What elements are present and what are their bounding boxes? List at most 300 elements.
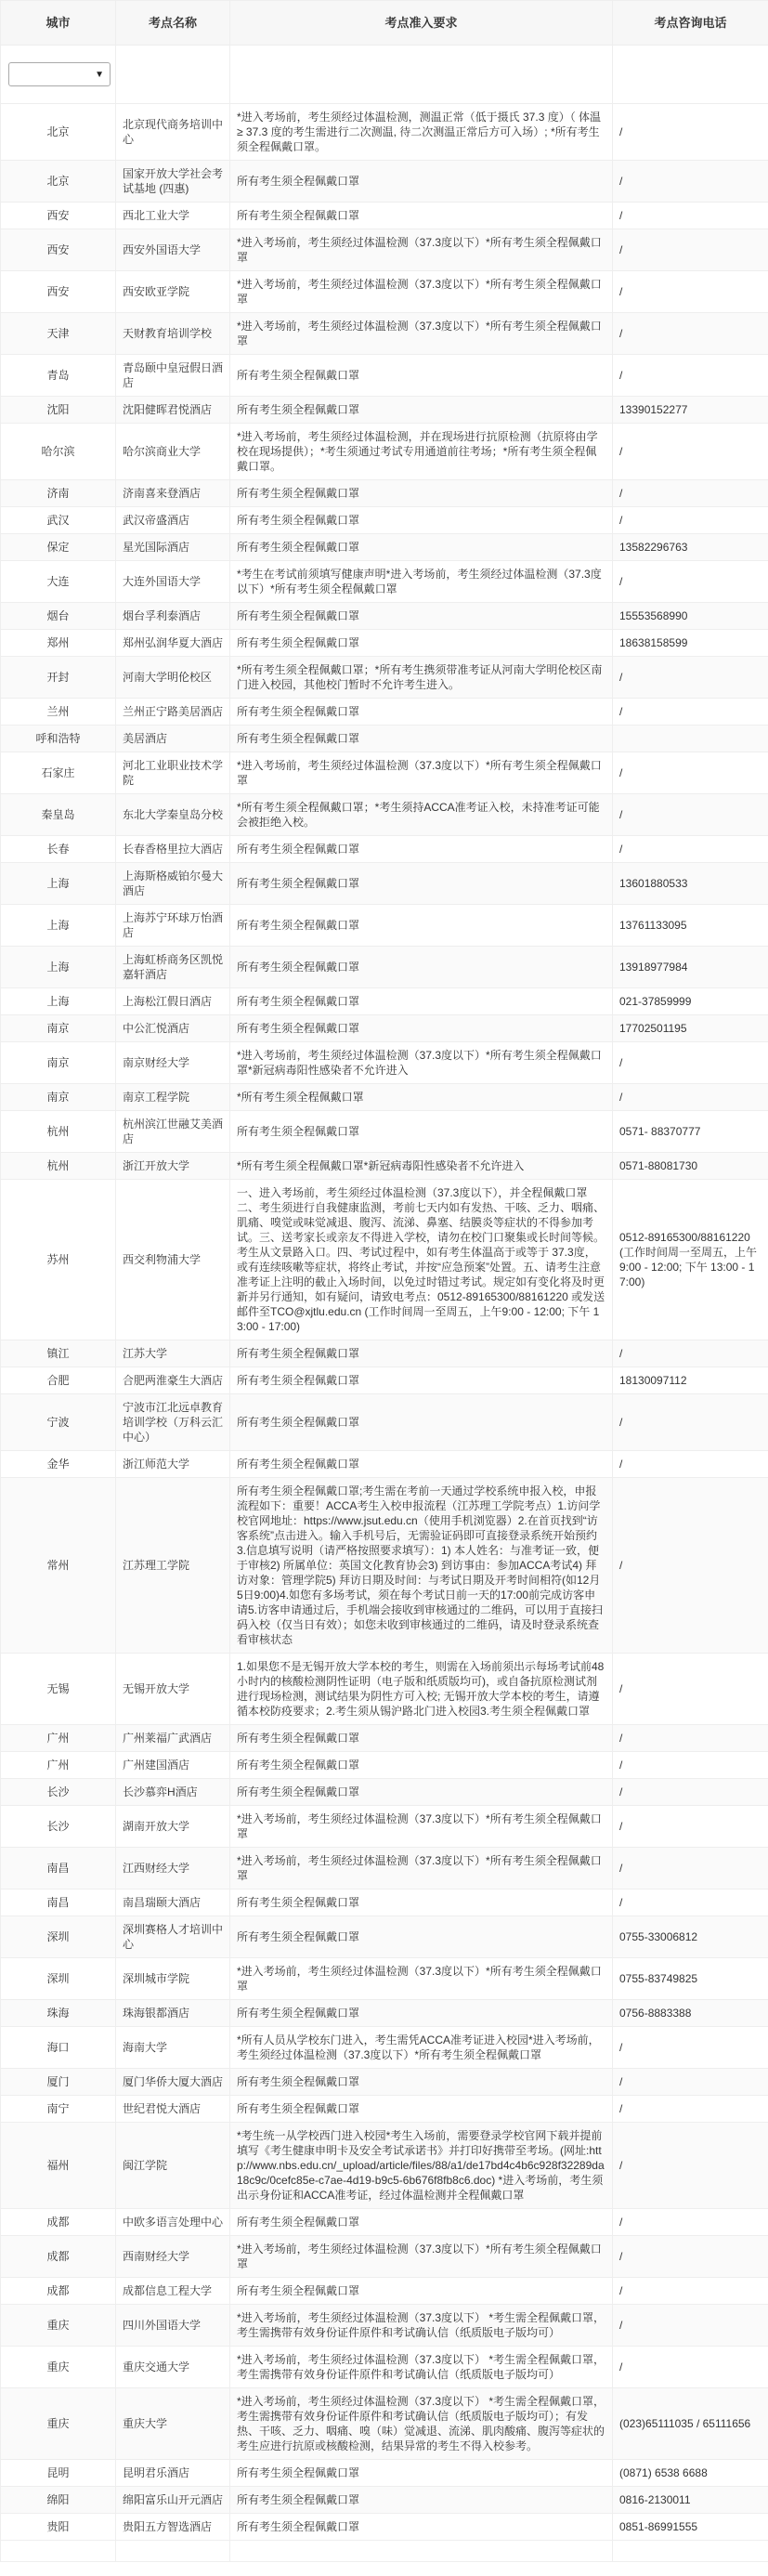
table-row <box>1 1180 768 1340</box>
table-row <box>1 355 768 397</box>
phone-cell: (023)65111035 / 65111656 <box>613 2388 768 2460</box>
requirements-cell: 所有考生须全程佩戴口罩 <box>230 2000 613 2027</box>
venue-name-cell: 长春香格里拉大酒店 <box>116 836 230 863</box>
phone-cell: / <box>613 2347 768 2388</box>
city-cell: 重庆 <box>1 2305 116 2347</box>
phone-cell: / <box>613 161 768 203</box>
city-cell: 成都 <box>1 2209 116 2236</box>
requirements-cell: 所有考生须全程佩戴口罩 <box>230 534 613 561</box>
requirements-cell: 所有考生须全程佩戴口罩 <box>230 699 613 726</box>
table-row <box>1 2347 768 2388</box>
phone-cell: 13390152277 <box>613 397 768 424</box>
venue-name-cell: 重庆大学 <box>116 2388 230 2460</box>
venue-name-cell: 上海虹桥商务区凯悦嘉轩酒店 <box>116 947 230 988</box>
requirements-cell: 所有考生须全程佩戴口罩 <box>230 397 613 424</box>
filter-empty <box>613 46 768 104</box>
city-cell: 杭州 <box>1 1111 116 1153</box>
requirements-cell: 所有考生须全程佩戴口罩 <box>230 1111 613 1153</box>
city-cell: 绵阳 <box>1 2487 116 2514</box>
requirements-cell: *所有考生须全程佩戴口罩；*考生须持ACCA准考证入校，未持准考证可能会被拒绝入校。 <box>230 794 613 836</box>
city-cell: 青岛 <box>1 355 116 397</box>
city-cell: 成都 <box>1 2278 116 2305</box>
requirements-cell: *进入考场前，考生须经过体温检测（37.3度以下） *考生需全程佩戴口罩，考生需携带有效身份证件原件和考试确认信（纸质版电子版均可） <box>230 2305 613 2347</box>
phone-cell: / <box>613 424 768 480</box>
venue-name-cell: 美居酒店 <box>116 726 230 752</box>
phone-cell: 0571-88081730 <box>613 1153 768 1180</box>
requirements-cell: 所有考生须全程佩戴口罩 <box>230 1779 613 1806</box>
venue-name-cell: 四川外国语大学 <box>116 2305 230 2347</box>
table-row <box>1 988 768 1015</box>
table-row <box>1 1367 768 1394</box>
table-row <box>1 480 768 507</box>
phone-cell: / <box>613 1340 768 1367</box>
phone-cell: / <box>613 561 768 603</box>
table-row <box>1 313 768 355</box>
requirements-cell: 所有考生须全程佩戴口罩 <box>230 1916 613 1958</box>
table-row <box>1 1806 768 1848</box>
phone-cell: / <box>613 1806 768 1848</box>
phone-cell: 13582296763 <box>613 534 768 561</box>
venue-name-cell: 绵阳富乐山开元酒店 <box>116 2487 230 2514</box>
venue-name-cell: 青岛颐中皇冠假日酒店 <box>116 355 230 397</box>
venue-name-cell: 广州建国酒店 <box>116 1752 230 1779</box>
requirements-cell: *所有考生须全程佩戴口罩*新冠病毒阳性感染者不允许进入 <box>230 1153 613 1180</box>
table-row <box>1 1958 768 2000</box>
requirements-cell: *进入考场前，考生须经过体温检测（37.3度以下）*所有考生须全程佩戴口罩 <box>230 271 613 313</box>
city-cell: 北京 <box>1 161 116 203</box>
venue-name-cell: 昆明君乐酒店 <box>116 2460 230 2487</box>
city-cell: 杭州 <box>1 1153 116 1180</box>
venue-name-cell: 浙江开放大学 <box>116 1153 230 1180</box>
phone-cell: / <box>613 1084 768 1111</box>
phone-cell: / <box>613 2236 768 2278</box>
phone-cell: / <box>613 1654 768 1725</box>
table-row <box>1 1752 768 1779</box>
city-cell: 贵阳 <box>1 2514 116 2541</box>
city-cell: 福州 <box>1 2123 116 2209</box>
venue-name-cell: 西北工业大学 <box>116 203 230 229</box>
table-row <box>1 1779 768 1806</box>
city-cell: 南京 <box>1 1015 116 1042</box>
table-row <box>1 726 768 752</box>
table-row <box>1 397 768 424</box>
city-cell: 长沙 <box>1 1806 116 1848</box>
venue-name-cell: 郑州弘润华夏大酒店 <box>116 630 230 657</box>
requirements-cell: 所有考生须全程佩戴口罩 <box>230 1367 613 1394</box>
phone-cell: / <box>613 271 768 313</box>
requirements-cell: *所有考生须全程佩戴口罩 <box>230 1084 613 1111</box>
requirements-cell: 所有考生须全程佩戴口罩 <box>230 988 613 1015</box>
table-row <box>1 603 768 630</box>
venue-name-cell: 合肥两淮豪生大酒店 <box>116 1367 230 1394</box>
city-cell: 济南 <box>1 480 116 507</box>
city-cell: 金华 <box>1 1451 116 1478</box>
venue-name-cell: 中公汇悦酒店 <box>116 1015 230 1042</box>
venue-name-cell: 大连外国语大学 <box>116 561 230 603</box>
phone-cell: / <box>613 1848 768 1890</box>
phone-cell: / <box>613 2305 768 2347</box>
city-cell: 西安 <box>1 203 116 229</box>
phone-cell: 0755-83749825 <box>613 1958 768 2000</box>
venue-name-cell: 贵阳五方智选酒店 <box>116 2514 230 2541</box>
requirements-cell: *进入考场前，考生须经过体温检测（37.3度以下）*所有考生须全程佩戴口罩 <box>230 1848 613 1890</box>
phone-cell: 18130097112 <box>613 1367 768 1394</box>
requirements-cell: 所有考生须全程佩戴口罩 <box>230 507 613 534</box>
table-row <box>1 161 768 203</box>
city-cell: 合肥 <box>1 1367 116 1394</box>
venue-name-cell: 西交利物浦大学 <box>116 1180 230 1340</box>
phone-cell: 18638158599 <box>613 630 768 657</box>
header-requirements: 考点准入要求 <box>230 1 613 46</box>
table-row <box>1 1451 768 1478</box>
venue-name-cell: 浙江师范大学 <box>116 1451 230 1478</box>
requirements-cell: 所有考生须全程佩戴口罩;考生需在考前一天通过学校系统申报入校，申报流程如下：重要！ACCA考生入校申报流程（江苏理工学院考点）1.访问学校官网地址：https://www.jsut.edu.cn（使用手机浏览器）2.在首页找到“访客系统”点击进入。输入手机号后，无需验证码即可直接登录系统开始预约3.信息填写说明（请严格按照要求填写）：1) 本人姓名：与准考证一致，便于审核2) 所属单位：英国文化教育协会3) 到访事由：参加ACCA考试4) 拜访对象：管理学院5) 拜访日期及时间：与考试日期及开考时间相符(如12月5日9:00)4.如您有多场考试，须在每个考试日前一天的17:00前完成访客申请5.访客申请通过后，手机端会接收到审核通过的二维码，可以用于直接扫码入校（仅当日有效）；如您未收到审核通过的二维码，请及时登录系统查看审核状态 <box>230 1478 613 1654</box>
city-cell: 常州 <box>1 1478 116 1654</box>
venue-name-cell: 重庆交通大学 <box>116 2347 230 2388</box>
requirements-cell: 所有考生须全程佩戴口罩 <box>230 1451 613 1478</box>
phone-cell: / <box>613 699 768 726</box>
phone-cell: / <box>613 752 768 794</box>
venue-name-cell: 江苏理工学院 <box>116 1478 230 1654</box>
city-cell: 开封 <box>1 657 116 699</box>
table-row <box>1 1725 768 1752</box>
table-row <box>1 561 768 603</box>
table-row <box>1 271 768 313</box>
table-row <box>1 507 768 534</box>
city-cell: 兰州 <box>1 699 116 726</box>
city-filter-select[interactable] <box>8 62 111 86</box>
city-cell: 秦皇岛 <box>1 794 116 836</box>
phone-cell: 0512-89165300/88161220 (工作时间周一至周五，上午9:00 - 12:00; 下午 13:00 - 17:00) <box>613 1180 768 1340</box>
venue-name-cell: 济南喜来登酒店 <box>116 480 230 507</box>
chevron-down-icon: ▼ <box>95 70 104 80</box>
requirements-cell: 所有考生须全程佩戴口罩 <box>230 1890 613 1916</box>
city-cell: 上海 <box>1 988 116 1015</box>
table-row <box>1 752 768 794</box>
city-cell: 昆明 <box>1 2460 116 2487</box>
phone-cell: / <box>613 2278 768 2305</box>
city-cell: 大连 <box>1 561 116 603</box>
venue-name-cell: 湖南开放大学 <box>116 1806 230 1848</box>
requirements-cell: 所有考生须全程佩戴口罩 <box>230 947 613 988</box>
requirements-cell: 所有考生须全程佩戴口罩 <box>230 2514 613 2541</box>
phone-cell: / <box>613 355 768 397</box>
requirements-cell: 1.如果您不是无锡开放大学本校的考生，则需在入场前须出示每场考试前48小时内的核酸检测阴性证明（电子版和纸质版均可)，或自备抗原检测试剂进行现场检测，测试结果为阴性方可入校; 无锡开放大学本校的考生，请遵循本校防疫要求；2.考生须从锡沪路北门进入校园3.考生须全程佩戴口罩 <box>230 1654 613 1725</box>
table-row <box>1 2027 768 2069</box>
table-row <box>1 1478 768 1654</box>
phone-cell: / <box>613 104 768 161</box>
venue-name-cell: 河南大学明伦校区 <box>116 657 230 699</box>
phone-cell: / <box>613 836 768 863</box>
phone-cell: / <box>613 1725 768 1752</box>
filter-empty <box>230 46 613 104</box>
requirements-cell: *考生统一从学校西门进入校园*考生入场前，需要登录学校官网下载并提前填写《考生健康申明卡及安全考试承诺书》并打印好携带至考场。(网址:http://www.nbs.edu.cn/_upload/article/files/88/a1/de17bd4c4b6c928f32289da18c9c/0cefc85e-c7ae-4d19-b9c5-6b676f8fb8c6.doc) *进入考场前，考生须出示身份证和ACCA准考证，经过体温检测并全程佩戴口罩 <box>230 2123 613 2209</box>
requirements-cell: *进入考场前，考生须经过体温检测（37.3度以下） *考生需全程佩戴口罩，考生需携带有效身份证件原件和考试确认信（纸质版电子版均可）；有发热、干咳、乏力、咽痛、嗅（味）觉减退、流涕、肌肉酸痛、腹泻等症状的考生应进行抗原或核酸检测，结果异常的考生不得入校参考。 <box>230 2388 613 2460</box>
header-phone: 考点咨询电话 <box>613 1 768 46</box>
table-row <box>1 2209 768 2236</box>
requirements-cell: 所有考生须全程佩戴口罩 <box>230 480 613 507</box>
venue-name-cell: 烟台孚利泰酒店 <box>116 603 230 630</box>
table-row <box>1 2460 768 2487</box>
table-row <box>1 1848 768 1890</box>
table-row <box>1 1394 768 1451</box>
phone-cell: 0756-8883388 <box>613 2000 768 2027</box>
city-cell: 重庆 <box>1 2347 116 2388</box>
phone-cell: / <box>613 2069 768 2096</box>
phone-cell: / <box>613 1451 768 1478</box>
requirements-cell: 所有考生须全程佩戴口罩 <box>230 863 613 905</box>
header-city: 城市 <box>1 1 116 46</box>
venue-name-cell: 上海松江假日酒店 <box>116 988 230 1015</box>
requirements-cell: *进入考场前，考生须经过体温检测（37.3度以下）*所有考生须全程佩戴口罩 <box>230 752 613 794</box>
requirements-cell: *所有考生须全程佩戴口罩；*所有考生携须带准考证从河南大学明伦校区南门进入校园，其他校门暂时不允许考生进入。 <box>230 657 613 699</box>
city-cell: 宁波 <box>1 1394 116 1451</box>
requirements-cell: 所有考生须全程佩戴口罩 <box>230 2209 613 2236</box>
phone-cell: / <box>613 1042 768 1084</box>
phone-cell: / <box>613 507 768 534</box>
requirements-cell: *进入考场前，考生须经过体温检测（37.3度以下） *考生需全程佩戴口罩，考生需携带有效身份证件原件和考试确认信（纸质版电子版均可） <box>230 2347 613 2388</box>
phone-cell: / <box>613 313 768 355</box>
requirements-cell: 所有考生须全程佩戴口罩 <box>230 2096 613 2123</box>
venue-name-cell: 深圳赛格人才培训中心 <box>116 1916 230 1958</box>
filter-cell <box>1 46 116 104</box>
table-row <box>1 657 768 699</box>
table-row <box>1 104 768 161</box>
phone-cell: / <box>613 203 768 229</box>
phone-cell: / <box>613 229 768 271</box>
venue-name-cell: 厦门华侨大厦大酒店 <box>116 2069 230 2096</box>
requirements-cell: 所有考生须全程佩戴口罩 <box>230 836 613 863</box>
phone-cell: / <box>613 1478 768 1654</box>
city-cell: 长春 <box>1 836 116 863</box>
table-row <box>1 2123 768 2209</box>
venue-name-cell: 深圳城市学院 <box>116 1958 230 2000</box>
city-cell: 北京 <box>1 104 116 161</box>
requirements-cell: 所有考生须全程佩戴口罩 <box>230 1015 613 1042</box>
city-cell: 广州 <box>1 1752 116 1779</box>
phone-cell: 13761133095 <box>613 905 768 947</box>
table-row <box>1 699 768 726</box>
table-row <box>1 947 768 988</box>
requirements-cell: *进入考场前，考生须经过体温检测，测温正常（低于摄氏 37.3 度）（ 体温 ≥ 37.3 度的考生需进行二次测温, 待二次测温正常后方可入场）; *所有考生须全程佩戴口罩。 <box>230 104 613 161</box>
venue-name-cell: 上海苏宁环球万怡酒店 <box>116 905 230 947</box>
table-row <box>1 1153 768 1180</box>
table-row <box>1 1042 768 1084</box>
requirements-cell: 所有考生须全程佩戴口罩 <box>230 603 613 630</box>
city-cell: 海口 <box>1 2027 116 2069</box>
requirements-cell: *进入考场前，考生须经过体温检测（37.3度以下）*所有考生须全程佩戴口罩 <box>230 1806 613 1848</box>
city-cell: 深圳 <box>1 1958 116 2000</box>
table-row <box>1 1015 768 1042</box>
phone-cell: 021-37859999 <box>613 988 768 1015</box>
requirements-cell: 所有考生须全程佩戴口罩 <box>230 1394 613 1451</box>
filter-row <box>1 46 768 104</box>
venue-name-cell: 兰州正宁路美居酒店 <box>116 699 230 726</box>
phone-cell: / <box>613 657 768 699</box>
venue-name-cell: 中欧多语言处理中心 <box>116 2209 230 2236</box>
city-cell: 南宁 <box>1 2096 116 2123</box>
requirements-cell: *考生在考试前须填写健康声明*进入考场前，考生须经过体温检测（37.3度以下）*所有考生须全程佩戴口罩 <box>230 561 613 603</box>
city-cell: 珠海 <box>1 2000 116 2027</box>
city-cell: 上海 <box>1 863 116 905</box>
venue-name-cell: 星光国际酒店 <box>116 534 230 561</box>
empty-cell <box>116 2541 230 2562</box>
city-cell: 南京 <box>1 1084 116 1111</box>
phone-cell: 0571- 88370777 <box>613 1111 768 1153</box>
header-name: 考点名称 <box>116 1 230 46</box>
phone-cell: 15553568990 <box>613 603 768 630</box>
table-row <box>1 1111 768 1153</box>
phone-cell: / <box>613 2123 768 2209</box>
venue-name-cell: 西安外国语大学 <box>116 229 230 271</box>
requirements-cell: *进入考场前，考生须经过体温检测，并在现场进行抗原检测（抗原将由学校在现场提供）；*考生须通过考试专用通道前往考场；*所有考生须全程佩戴口罩。 <box>230 424 613 480</box>
venue-name-cell: 南京工程学院 <box>116 1084 230 1111</box>
city-cell: 无锡 <box>1 1654 116 1725</box>
requirements-cell: 所有考生须全程佩戴口罩 <box>230 2069 613 2096</box>
venue-name-cell: 世纪君悦大酒店 <box>116 2096 230 2123</box>
table-row <box>1 2236 768 2278</box>
phone-cell: 13918977984 <box>613 947 768 988</box>
table-row <box>1 1916 768 1958</box>
empty-cell <box>1 2541 116 2562</box>
venue-name-cell: 西安欧亚学院 <box>116 271 230 313</box>
empty-cell <box>613 2541 768 2562</box>
phone-cell: 17702501195 <box>613 1015 768 1042</box>
requirements-cell: 所有考生须全程佩戴口罩 <box>230 2278 613 2305</box>
table-row <box>1 905 768 947</box>
phone-cell: / <box>613 2209 768 2236</box>
city-cell: 呼和浩特 <box>1 726 116 752</box>
requirements-cell: 所有考生须全程佩戴口罩 <box>230 1725 613 1752</box>
venue-name-cell: 杭州滨江世融艾美酒店 <box>116 1111 230 1153</box>
phone-cell: 0851-86991555 <box>613 2514 768 2541</box>
city-cell: 南昌 <box>1 1890 116 1916</box>
venue-name-cell: 河北工业职业技术学院 <box>116 752 230 794</box>
city-cell: 深圳 <box>1 1916 116 1958</box>
city-cell: 烟台 <box>1 603 116 630</box>
venue-name-cell: 武汉帝盛酒店 <box>116 507 230 534</box>
venue-name-cell: 闽江学院 <box>116 2123 230 2209</box>
requirements-cell: 所有考生须全程佩戴口罩 <box>230 2460 613 2487</box>
city-cell: 广州 <box>1 1725 116 1752</box>
city-cell: 上海 <box>1 947 116 988</box>
empty-cell <box>230 2541 613 2562</box>
table-row-empty <box>1 2541 768 2562</box>
city-cell: 天津 <box>1 313 116 355</box>
venue-name-cell: 江西财经大学 <box>116 1848 230 1890</box>
venue-name-cell: 北京现代商务培训中心 <box>116 104 230 161</box>
city-cell: 南京 <box>1 1042 116 1084</box>
venue-name-cell: 西南财经大学 <box>116 2236 230 2278</box>
table-row <box>1 534 768 561</box>
venue-name-cell: 天财教育培训学校 <box>116 313 230 355</box>
requirements-cell: 所有考生须全程佩戴口罩 <box>230 203 613 229</box>
table-row <box>1 229 768 271</box>
phone-cell: 0816-2130011 <box>613 2487 768 2514</box>
table-row <box>1 2388 768 2460</box>
table-row <box>1 2514 768 2541</box>
table-row <box>1 1084 768 1111</box>
city-cell: 厦门 <box>1 2069 116 2096</box>
phone-cell <box>613 726 768 752</box>
requirements-cell: 所有考生须全程佩戴口罩 <box>230 2487 613 2514</box>
requirements-cell: 所有考生须全程佩戴口罩 <box>230 630 613 657</box>
city-cell: 石家庄 <box>1 752 116 794</box>
table-row <box>1 2000 768 2027</box>
table-row <box>1 2069 768 2096</box>
requirements-cell: 所有考生须全程佩戴口罩 <box>230 1752 613 1779</box>
requirements-cell: *进入考场前，考生须经过体温检测（37.3度以下）*所有考生须全程佩戴口罩 <box>230 313 613 355</box>
venue-name-cell: 广州莱福广武酒店 <box>116 1725 230 1752</box>
phone-cell: / <box>613 2027 768 2069</box>
table-row <box>1 203 768 229</box>
phone-cell: / <box>613 2096 768 2123</box>
venue-name-cell: 南京财经大学 <box>116 1042 230 1084</box>
table-row <box>1 630 768 657</box>
table-row <box>1 2305 768 2347</box>
table-row <box>1 1890 768 1916</box>
city-cell: 西安 <box>1 271 116 313</box>
requirements-cell: 一、进入考场前，考生须经过体温检测（37.3度以下），并全程佩戴口罩二、考生须进行自我健康监测，考前七天内如有发热、干咳、乏力、咽痛、肌痛、嗅觉或味觉减退、腹泻、流涕、鼻塞、结膜炎等症状的不得参加考试。三、送考家长或亲友不得进入学校，请勿在校门口聚集或长时间等候。考生从文景路入口。四、考试过程中，如有考生体温高于或等于 37.3度，或有连续咳嗽等症状，将终止考试，并按“应急预案”处置。五、请考生注意准考证上注明的截止入场时间，以免过时错过考试。规定如有变化将及时更新并另行通知，如有疑问，请致电考点：0512-89165300/88161220 或发送邮件至TCO@xjtlu.edu.cn (工作时间周一至周五，上午9:00 - 12:00; 下午 13:00 - 17:00) <box>230 1180 613 1340</box>
venue-name-cell: 宁波市江北远卓教育培训学校（万科云汇中心） <box>116 1394 230 1451</box>
requirements-cell: *进入考场前，考生须经过体温检测（37.3度以下）*所有考生须全程佩戴口罩 <box>230 1958 613 2000</box>
venue-name-cell: 珠海银都酒店 <box>116 2000 230 2027</box>
city-cell: 成都 <box>1 2236 116 2278</box>
city-cell: 哈尔滨 <box>1 424 116 480</box>
requirements-cell: *进入考场前，考生须经过体温检测（37.3度以下）*所有考生须全程佩戴口罩*新冠病毒阳性感染者不允许进入 <box>230 1042 613 1084</box>
venue-name-cell: 长沙慕弈H酒店 <box>116 1779 230 1806</box>
city-cell: 西安 <box>1 229 116 271</box>
venue-name-cell: 南昌瑞颐大酒店 <box>116 1890 230 1916</box>
venue-name-cell: 东北大学秦皇岛分校 <box>116 794 230 836</box>
requirements-cell: 所有考生须全程佩戴口罩 <box>230 161 613 203</box>
requirements-cell: 所有考生须全程佩戴口罩 <box>230 905 613 947</box>
requirements-cell: 所有考生须全程佩戴口罩 <box>230 355 613 397</box>
venue-name-cell: 沈阳健晖君悦酒店 <box>116 397 230 424</box>
requirements-cell: *所有人员从学校东门进入，考生需凭ACCA准考证进入校园*进入考场前，考生须经过体温检测（37.3度以下）*所有考生须全程佩戴口罩 <box>230 2027 613 2069</box>
table-row <box>1 1340 768 1367</box>
venue-name-cell: 无锡开放大学 <box>116 1654 230 1725</box>
phone-cell: / <box>613 1394 768 1451</box>
requirements-cell: 所有考生须全程佩戴口罩 <box>230 1340 613 1367</box>
city-cell: 镇江 <box>1 1340 116 1367</box>
phone-cell: / <box>613 1752 768 1779</box>
table-row <box>1 2278 768 2305</box>
city-cell: 保定 <box>1 534 116 561</box>
table-row <box>1 794 768 836</box>
city-cell: 重庆 <box>1 2388 116 2460</box>
phone-cell: 0755-33006812 <box>613 1916 768 1958</box>
phone-cell: 13601880533 <box>613 863 768 905</box>
venue-name-cell: 哈尔滨商业大学 <box>116 424 230 480</box>
table-row <box>1 424 768 480</box>
requirements-cell: *进入考场前，考生须经过体温检测（37.3度以下）*所有考生须全程佩戴口罩 <box>230 229 613 271</box>
phone-cell: (0871) 6538 6688 <box>613 2460 768 2487</box>
venue-name-cell: 成都信息工程大学 <box>116 2278 230 2305</box>
city-cell: 郑州 <box>1 630 116 657</box>
phone-cell: / <box>613 794 768 836</box>
table-row <box>1 2096 768 2123</box>
venue-name-cell: 上海斯格威铂尔曼大酒店 <box>116 863 230 905</box>
table-row <box>1 863 768 905</box>
phone-cell: / <box>613 1890 768 1916</box>
phone-cell: / <box>613 1779 768 1806</box>
city-cell: 长沙 <box>1 1779 116 1806</box>
table-header-row <box>1 1 768 46</box>
table-row <box>1 836 768 863</box>
phone-cell: / <box>613 480 768 507</box>
city-cell: 苏州 <box>1 1180 116 1340</box>
